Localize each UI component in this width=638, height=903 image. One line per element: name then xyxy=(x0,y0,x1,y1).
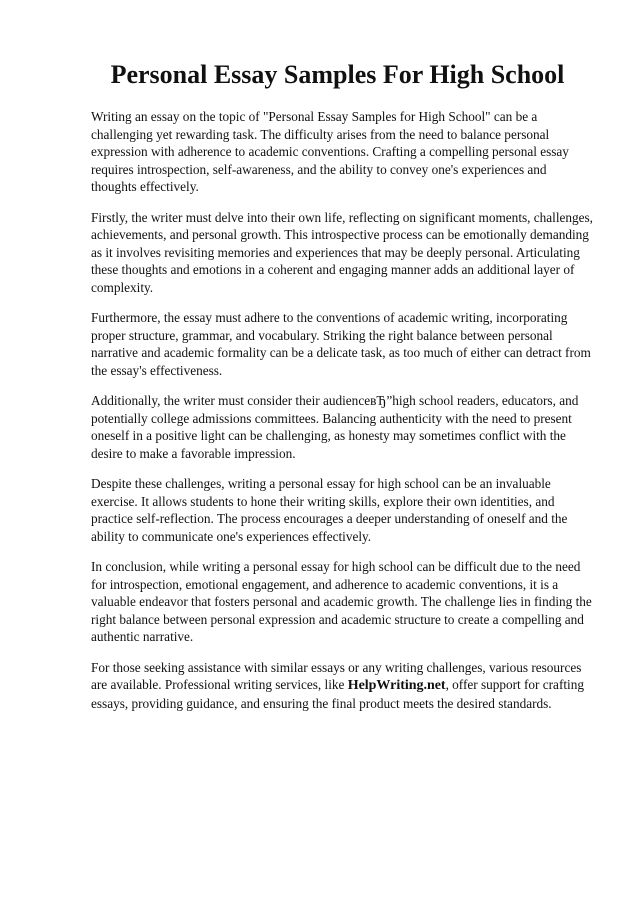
paragraph-closing xyxy=(91,659,594,713)
page-title: Personal Essay Samples For High School xyxy=(110,60,565,89)
paragraph-intro: Writing an essay on the topic of "Personal Essay Samples for High School" can be a challenging yet rewarding task. The difficulty arises from the need to balance personal expression with adherence to academic conventions. Crafting a compelling personal essay requires introspection, self-awareness, and the ability to convey one's experiences and thoughts effectively. xyxy=(91,109,569,194)
paragraph-additionally: Additionally, the writer must consider their audienceвЂ”high school readers, educators, and potentially college admissions committees. Balancing authenticity with the need to present oneself in a positive light can be challenging, as honesty may sometimes conflict with the desire to make a favorable impression. xyxy=(91,393,579,461)
paragraph-conclusion: In conclusion, while writing a personal essay for high school can be difficult due to the need for introspection, emotional engagement, and adherence to academic conventions, it is a valuable endeavor that fosters personal and academic growth. The challenge lies in finding the right balance between personal expression and academic structure to create a compelling and authentic narrative. xyxy=(91,559,592,644)
helpwriting-link[interactable]: HelpWriting.net xyxy=(347,678,446,693)
paragraph-furthermore: Furthermore, the essay must adhere to the conventions of academic writing, incorporating proper structure, grammar, and vocabulary. Striking the right balance between personal narrative and academic formality can be a delicate task, as too much of either can detract from the essay's effectiveness. xyxy=(91,310,591,378)
closing-text-before-link: For those seeking assistance with similar essays or any writing challenges, various resources are available. Professional writing services, like xyxy=(91,659,582,692)
closing-text-after-link: , offer support for crafting essays, providing guidance, and ensuring the final product meets the desired standards. xyxy=(91,677,584,711)
paragraph-despite: Despite these challenges, writing a personal essay for high school can be an invaluable exercise. It allows students to hone their writing skills, explore their own identities, and practice self-reflection. The process encourages a deeper understanding of oneself and the ability to communicate one's experiences effectively. xyxy=(91,476,568,544)
paragraph-firstly: Firstly, the writer must delve into their own life, reflecting on significant moments, challenges, achievements, and personal growth. This introspective process can be emotionally demanding as it involves revisiting memories and experiences that may be deeply personal. Articulating these thoughts and emotions in a coherent and engaging manner adds an additional layer of complexity. xyxy=(91,209,593,295)
